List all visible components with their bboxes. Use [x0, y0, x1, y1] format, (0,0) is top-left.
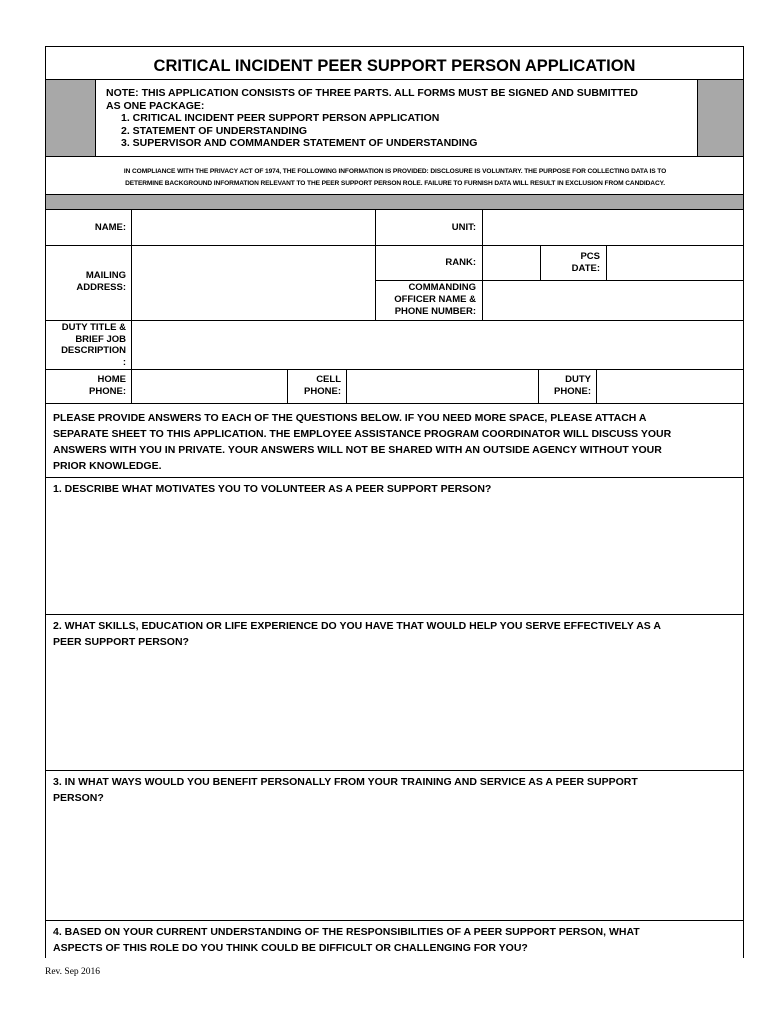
question-4	[53, 924, 743, 956]
mailing-label-line-2: ADDRESS:	[76, 282, 126, 293]
mailing-address-label	[50, 270, 126, 294]
question-3-line-1: 3. IN WHAT WAYS WOULD YOU BENEFIT PERSONALLY FROM YOUR TRAINING AND SERVICE AS A PEER SUPPORT	[53, 776, 638, 788]
duty-label-line-4: :	[122, 356, 126, 368]
instructions-line-1: PLEASE PROVIDE ANSWERS TO EACH OF THE QUESTIONS BELOW. IF YOU NEED MORE SPACE, PLEASE ATTACH A	[53, 412, 647, 424]
instructions-line-3: ANSWERS WITH YOU IN PRIVATE. YOUR ANSWERS WILL NOT BE SHARED WITH AN OUTSIDE AGENCY WITHOUT YOUR	[53, 444, 662, 456]
note-text	[106, 87, 696, 150]
duty-phone-field[interactable]	[598, 371, 742, 402]
cell-phone-field[interactable]	[348, 371, 537, 402]
unit-field[interactable]	[484, 211, 742, 244]
note-item-1: 1. CRITICAL INCIDENT PEER SUPPORT PERSON APPLICATION	[121, 112, 440, 124]
privacy-line-2: DETERMINE BACKGROUND INFORMATION RELEVANT TO THE PEER SUPPORT PERSON ROLE. FAILURE TO FURNISH DATA WILL RESULT IN EXCLUSION FROM CANDIDACY.	[125, 179, 665, 187]
note-left-bar	[46, 80, 95, 156]
co-label-line-2: OFFICER NAME &	[394, 294, 476, 305]
pcs-label-line-1: PCS	[580, 251, 600, 262]
duty-label-line-3: DESCRIPTION	[61, 345, 126, 356]
home-label-line-2: PHONE:	[89, 386, 126, 397]
co-label-line-3: PHONE NUMBER:	[394, 306, 476, 317]
note-line-1: NOTE: THIS APPLICATION CONSISTS OF THREE PARTS. ALL FORMS MUST BE SIGNED AND SUBMITTED	[106, 87, 639, 99]
question-1	[53, 481, 743, 497]
name-field[interactable]	[133, 211, 373, 244]
commanding-officer-label	[380, 282, 476, 318]
question-4-line-2: ASPECTS OF THIS ROLE DO YOU THINK COULD BE DIFFICULT OR CHALLENGING FOR YOU?	[53, 942, 528, 954]
note-right-bar	[697, 80, 743, 156]
rank-field[interactable]	[484, 247, 539, 279]
answer-3-field[interactable]	[48, 808, 742, 918]
home-label-line-1: HOME	[97, 374, 126, 385]
privacy-statement	[46, 166, 744, 189]
pcs-date-field[interactable]	[608, 247, 742, 279]
note-item-3: 3. SUPERVISOR AND COMMANDER STATEMENT OF UNDERSTANDING	[121, 137, 478, 149]
cell-label-line-1: CELL	[316, 374, 341, 385]
answer-2-field[interactable]	[48, 652, 742, 768]
question-3-line-2: PERSON?	[53, 792, 104, 804]
unit-label: UNIT:	[451, 222, 476, 233]
pcs-date-label	[544, 251, 600, 275]
mailing-address-field[interactable]	[133, 247, 373, 319]
question-2-line-2: PEER SUPPORT PERSON?	[53, 636, 189, 648]
dutyph-label-line-2: PHONE:	[554, 386, 591, 397]
home-phone-label	[50, 374, 126, 398]
instructions-text	[53, 410, 743, 474]
dutyph-label-line-1: DUTY	[565, 374, 591, 385]
note-line-2: AS ONE PACKAGE:	[106, 99, 205, 112]
question-1-line-1: 1. DESCRIBE WHAT MOTIVATES YOU TO VOLUNTEER AS A PEER SUPPORT PERSON?	[53, 483, 492, 495]
answer-1-field[interactable]	[48, 500, 742, 612]
question-3	[53, 774, 743, 806]
privacy-line-1: IN COMPLIANCE WITH THE PRIVACY ACT OF 1974, THE FOLLOWING INFORMATION IS PROVIDED: DISCLOSURE IS VOLUNTARY. THE PURPOSE FOR COLLECTING DATA IS TO	[123, 168, 667, 175]
mailing-label-line-1: MAILING	[85, 270, 126, 281]
pcs-label-line-2: DATE:	[571, 263, 600, 274]
duty-phone-label	[541, 374, 591, 398]
commanding-officer-field[interactable]	[484, 282, 742, 319]
page-title: CRITICAL INCIDENT PEER SUPPORT PERSON APPLICATION	[153, 57, 636, 75]
duty-label-line-1: DUTY TITLE &	[61, 322, 126, 333]
co-label-line-1: COMMANDING	[408, 282, 476, 293]
home-phone-field[interactable]	[133, 371, 286, 402]
cell-phone-label	[290, 374, 341, 398]
name-label: NAME:	[94, 222, 126, 233]
instructions-line-2: SEPARATE SHEET TO THIS APPLICATION. THE EMPLOYEE ASSISTANCE PROGRAM COORDINATOR WILL DISCUSS YOUR	[53, 428, 672, 440]
question-2-line-1: 2. WHAT SKILLS, EDUCATION OR LIFE EXPERIENCE DO YOU HAVE THAT WOULD HELP YOU SERVE EFFECTIVELY AS A	[53, 620, 661, 632]
revision-footer: Rev. Sep 2016	[45, 967, 101, 977]
question-2	[53, 618, 743, 650]
rank-label: RANK:	[445, 257, 476, 268]
duty-label-line-2: BRIEF JOB	[75, 333, 126, 345]
duty-title-label	[50, 322, 126, 368]
instructions-line-4: PRIOR KNOWLEDGE.	[53, 460, 162, 472]
duty-title-field[interactable]	[133, 322, 742, 368]
cell-label-line-2: PHONE:	[304, 386, 341, 397]
question-4-line-1: 4. BASED ON YOUR CURRENT UNDERSTANDING OF THE RESPONSIBILITIES OF A PEER SUPPORT PERSON, WHAT	[53, 926, 640, 938]
separator-band	[46, 195, 743, 209]
note-item-2: 2. STATEMENT OF UNDERSTANDING	[121, 124, 308, 137]
